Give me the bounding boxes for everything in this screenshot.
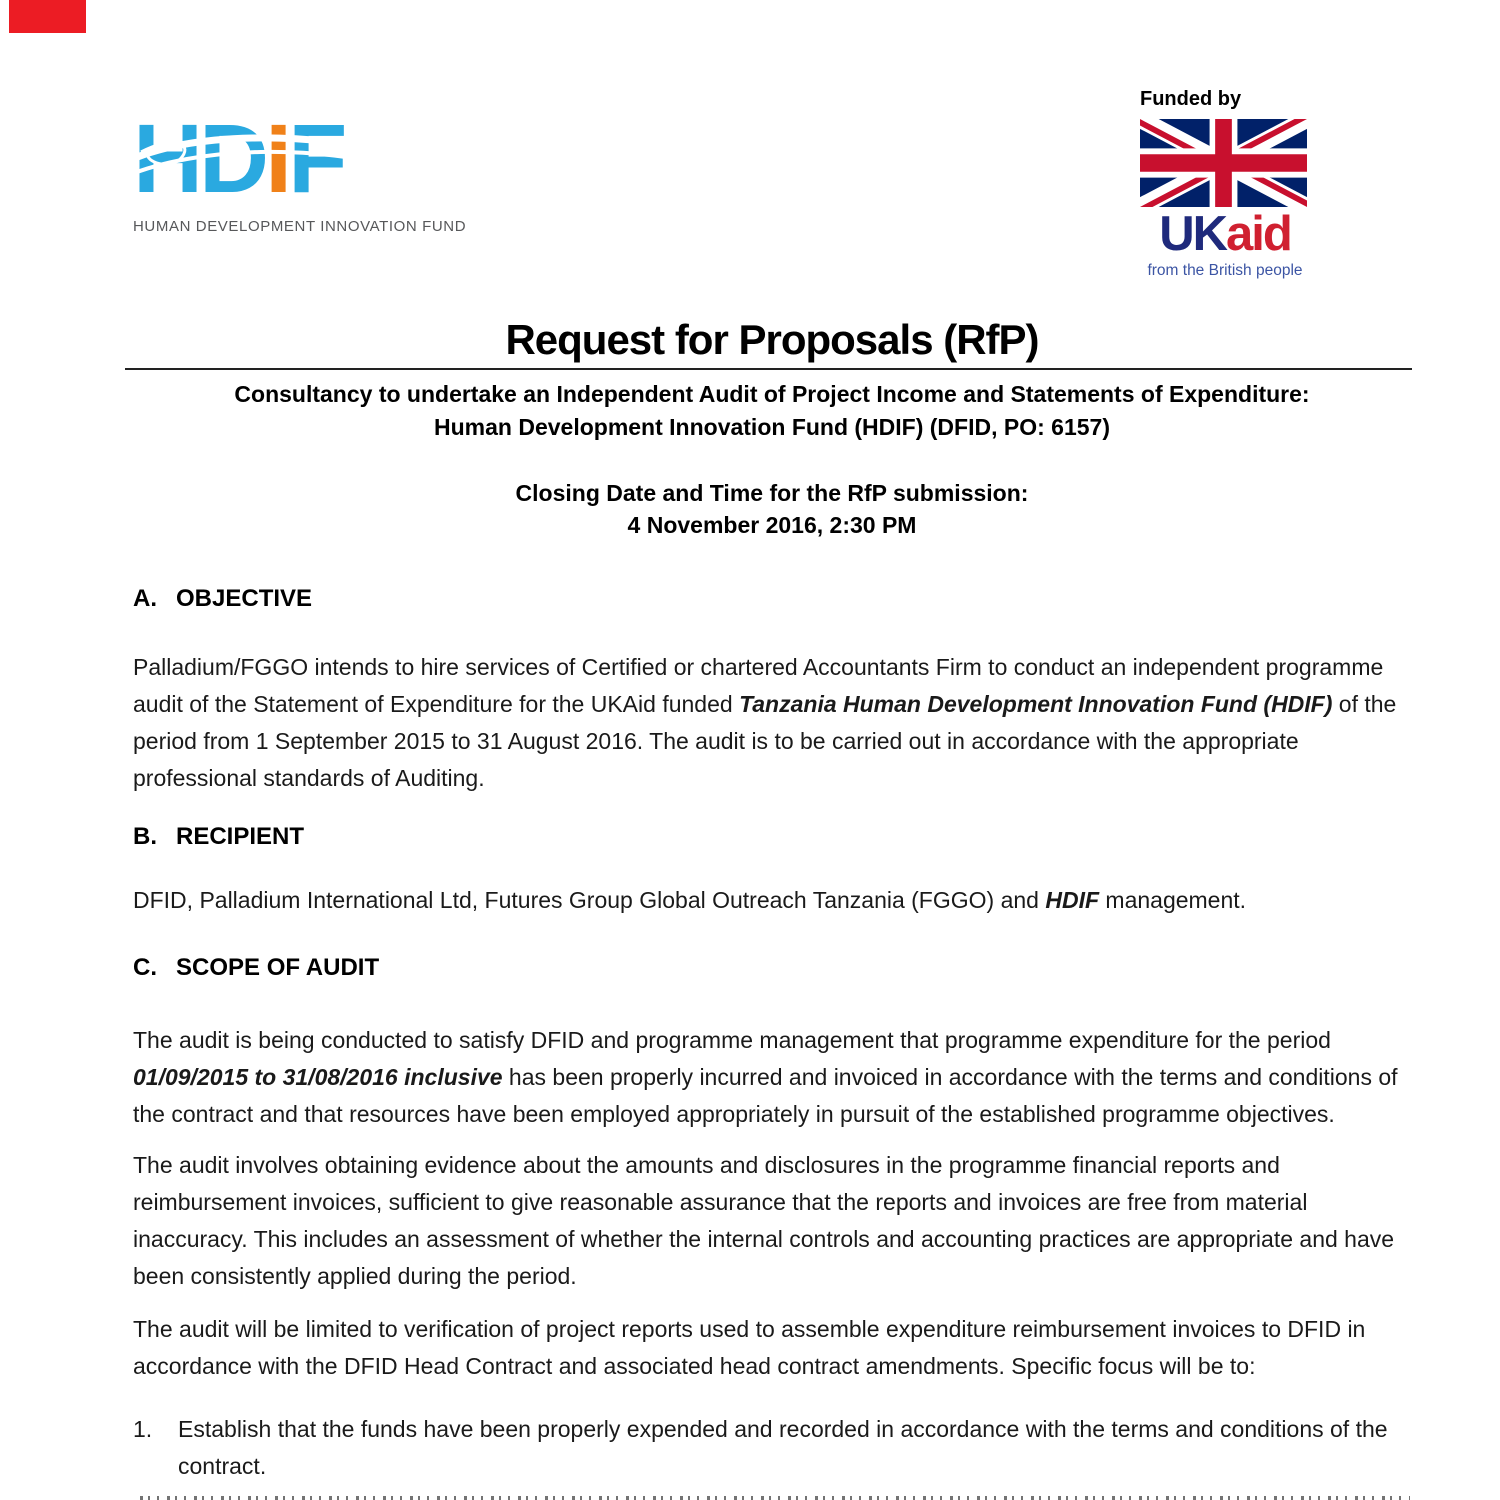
title-divider bbox=[125, 368, 1412, 370]
list-item-number: 1. bbox=[133, 1416, 153, 1442]
hdif-word-orange-i: I bbox=[265, 104, 289, 213]
page-corner-marker bbox=[9, 0, 86, 33]
section-heading-scope bbox=[133, 954, 1411, 982]
scope-paragraph-3: The audit will be limited to verification of project reports used to assemble expenditure reimbursement invoices to DFID in accordance with the DFID Head Contract and associated head contract amendments. Specific focus will be to: bbox=[133, 1316, 1366, 1379]
hdif-word-part1: HD bbox=[133, 104, 266, 213]
hdif-word-part2: F bbox=[288, 104, 344, 213]
section-c-title: SCOPE OF AUDIT bbox=[176, 954, 380, 981]
scope-paragraph-1: The audit is being conducted to satisfy DFID and programme management that programme expenditure for the period 01/09/2015 to 31/08/2016 inclusive has been properly incurred and invoiced in accordance with the terms and conditions of the contract and that resources have been employed appropriately in pursuit of the established programme objectives. bbox=[133, 1027, 1398, 1127]
clipped-next-line-sliver bbox=[140, 1496, 1410, 1500]
subtitle-line-2: Human Development Innovation Fund (HDIF) (DFID, PO: 6157) bbox=[434, 414, 1110, 440]
objective-paragraph: Palladium/FGGO intends to hire services of Certified or chartered Accountants Firm to conduct an independent programme audit of the Statement of Expenditure for the UKAid funded Tanzania Human Development Innovation Fund (HDIF) of the period from 1 September 2015 to 31 August 2016. The audit is to be carried out in accordance with the appropriate professional standards of Auditing. bbox=[133, 654, 1397, 791]
recipient-paragraph: DFID, Palladium International Ltd, Futures Group Global Outreach Tanzania (FGGO) and HDIF management. bbox=[133, 887, 1247, 913]
list-item-text: Establish that the funds have been properly expended and recorded in accordance with the terms and conditions of the contract. bbox=[178, 1416, 1388, 1479]
section-a-letter: A. bbox=[133, 585, 157, 612]
subtitle-line-1: Consultancy to undertake an Independent Audit of Project Income and Statements of Expenditure: bbox=[234, 381, 1310, 407]
closing-date-block bbox=[133, 477, 1411, 541]
list-item bbox=[133, 1411, 1411, 1485]
scope-numbered-list bbox=[133, 1411, 1411, 1485]
hdif-logo-caption: HUMAN DEVELOPMENT INNOVATION FUND bbox=[133, 218, 467, 235]
section-a-title: OBJECTIVE bbox=[176, 585, 313, 612]
section-b-letter: B. bbox=[133, 823, 157, 850]
section-heading-recipient bbox=[133, 823, 1411, 851]
ukaid-tagline: from the British people bbox=[1147, 262, 1303, 279]
section-heading-objective bbox=[133, 585, 1411, 613]
scope-paragraph-2: The audit involves obtaining evidence about the amounts and disclosures in the programme financial reports and reimbursement invoices, sufficient to give reasonable assurance that the reports and invoices are free from material inaccuracy. This includes an assessment of whether the internal controls and accounting practices are appropriate and have been consistently applied during the period. bbox=[133, 1152, 1395, 1289]
ukaid-uk-text: UK bbox=[1159, 207, 1226, 261]
closing-date-label: Closing Date and Time for the RfP submission: bbox=[515, 480, 1029, 506]
page-title: Request for Proposals (RfP) bbox=[505, 316, 1039, 363]
section-c-letter: C. bbox=[133, 954, 157, 981]
funded-by-label: Funded by bbox=[1140, 88, 1242, 110]
section-b-title: RECIPIENT bbox=[176, 823, 305, 850]
closing-date-value: 4 November 2016, 2:30 PM bbox=[627, 512, 917, 538]
document-body bbox=[133, 0, 1411, 1485]
ukaid-aid-text: aid bbox=[1225, 207, 1291, 261]
document-subtitle bbox=[133, 378, 1411, 444]
